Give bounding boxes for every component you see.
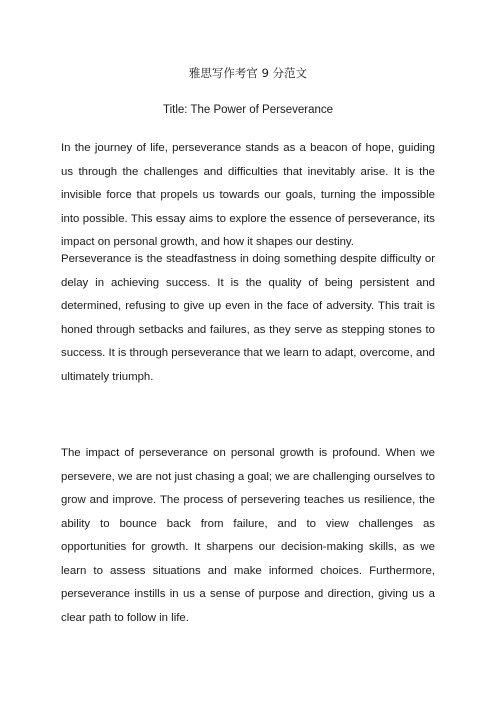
paragraph-definition: Perseverance is the steadfastness in doing something despite difficulty or delay in achieving success. It is the quality of being persistent and determined, refusing to give up even in the face of adversity. This trait is honed through setbacks and failures, as they serve as stepping stones to success. It is through perseverance that we learn to adapt, overcome, and ultimately triumph. (61, 253, 435, 383)
paragraph-intro: In the journey of life, perseverance stands as a beacon of hope, guiding us through the challenges and difficulties that inevitably arise. It is the invisible force that propels us towards our goals, turning the impossible into possible. This essay aims to explore the essence of perseverance, its impact on personal growth, and how it shapes our destiny. (61, 142, 435, 248)
essay-title: Title: The Power of Perseverance (162, 104, 334, 116)
document-heading: 雅思写作考官 9 分范文 (188, 66, 308, 80)
paragraph-impact: The impact of perseverance on personal growth is profound. When we persevere, we are not just chasing a goal; we are challenging ourselves to grow and improve. The process of persevering teaches us resilience, the ability to bounce back from failure, and to view challenges as opportunities for growth. It sharpens our decision-making skills, as we learn to assess situations and make informed choices. Furthermore, perseverance instills in us a sense of purpose and direction, giving us a clear path to follow in life. (61, 447, 435, 624)
